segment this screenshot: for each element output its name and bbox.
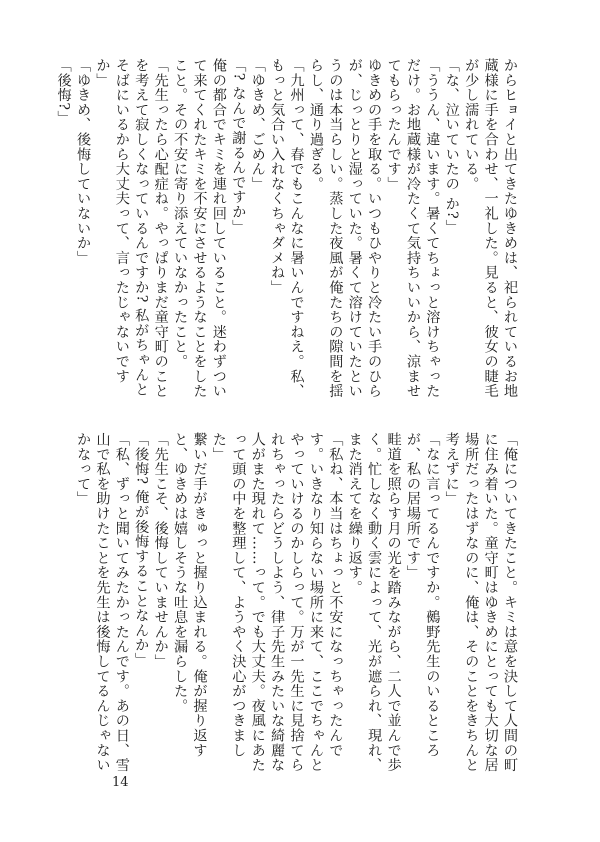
dialogue-line: 「九州って、春でもこんなに暑いんですねえ。私、もっと気合い入れなくちゃダメね」 (269, 58, 305, 399)
dialogue-line: 「? なんで謝るんですか」 (230, 58, 247, 235)
dialogue-line: 「先生こそ、後悔していませんか」 (152, 432, 169, 669)
paragraph: 繋いだ手がきゅっと握り込まれる。俺が握り返すと、ゆきめは嬉しそうな吐息を漏らした。 (172, 432, 208, 758)
dialogue-line: 「先生ったら心配症ね。やっぱりまだ童守町のことを考えて寂しくなっているんですか? 私がちゃんとそばにいるから大丈夫って、言ったじゃないですか」 (94, 58, 169, 399)
dialogue-line: 「後悔?」 (55, 58, 72, 126)
paragraph: 俺の都合でキミを連れ回していること。迷わずついて来てくれたキミを不安にさせるようなことをしたこと。その不安に寄り添えていなかったこと。 (172, 58, 227, 399)
lower-text-block (75, 432, 519, 774)
dialogue-line: 「な、泣いていたの か?」 (443, 58, 460, 235)
dialogue-line: 「後悔? 俺が後悔することなんか」 (133, 432, 150, 668)
dialogue-line: 「ゆきめ、ごめん」 (249, 58, 266, 192)
paragraph: 畦道を照らす月の光を踏みながら、二人で並んで歩く。忙しなく動く雲によって、光が遮られ、現れ、また消えてを繰り返す。 (346, 432, 402, 773)
dialogue-line: 「ううん、違います。暑くてちょっと溶けちゃっただけ。お地蔵様が冷たくて気持ちいいから、涼ませてもらったんです」 (385, 58, 441, 399)
dialogue-line: 「私ね、本当はちょっと不安になっちゃったんです。いきなり知らない場所に来て、ここでちゃんとやっていけるのかしらって。万が一先生に見捨てられちゃったらどうしよう、律子先生みたいな綺麗な人がまた現れて……って。でも大丈夫。夜風にあたって頭の中を整理して、ようやく決心がつきました」 (210, 432, 344, 773)
dialogue-line: 「私、ずっと聞いてみたかったんです。あの日、雪山で私を助けたことを先生は後悔してるんじゃないかなって」 (75, 432, 130, 773)
paragraph: からヒョイと出てきたゆきめは、祀られているお地蔵様に手を合わせ、一礼した。見ると、彼女の睫毛が少し濡れている。 (463, 58, 518, 399)
dialogue-line: 「俺についてきたこと。キミは意を決して人間の町に住み着いた。童守町はゆきめにとっても大切な居場所だったはずなのに、俺は、そのことをきちんと考えずに」 (443, 432, 518, 773)
paragraph: ゆきめの手を取る。いつもひやりと冷たい手のひらが、じっとりと湿っていた。暑くて溶けていたというのは本当らしい。蒸した夜風が俺たちの隙間を揺らし、通り過ぎる。 (307, 58, 383, 399)
page-number: 14 (112, 775, 129, 790)
dialogue-line: 「ゆきめ、後悔していないか」 (75, 58, 92, 266)
dialogue-line: 「なに言ってるんですか。鵺野先生のいるところが、私の居場所です」 (404, 432, 441, 758)
upper-text-block (55, 58, 519, 400)
